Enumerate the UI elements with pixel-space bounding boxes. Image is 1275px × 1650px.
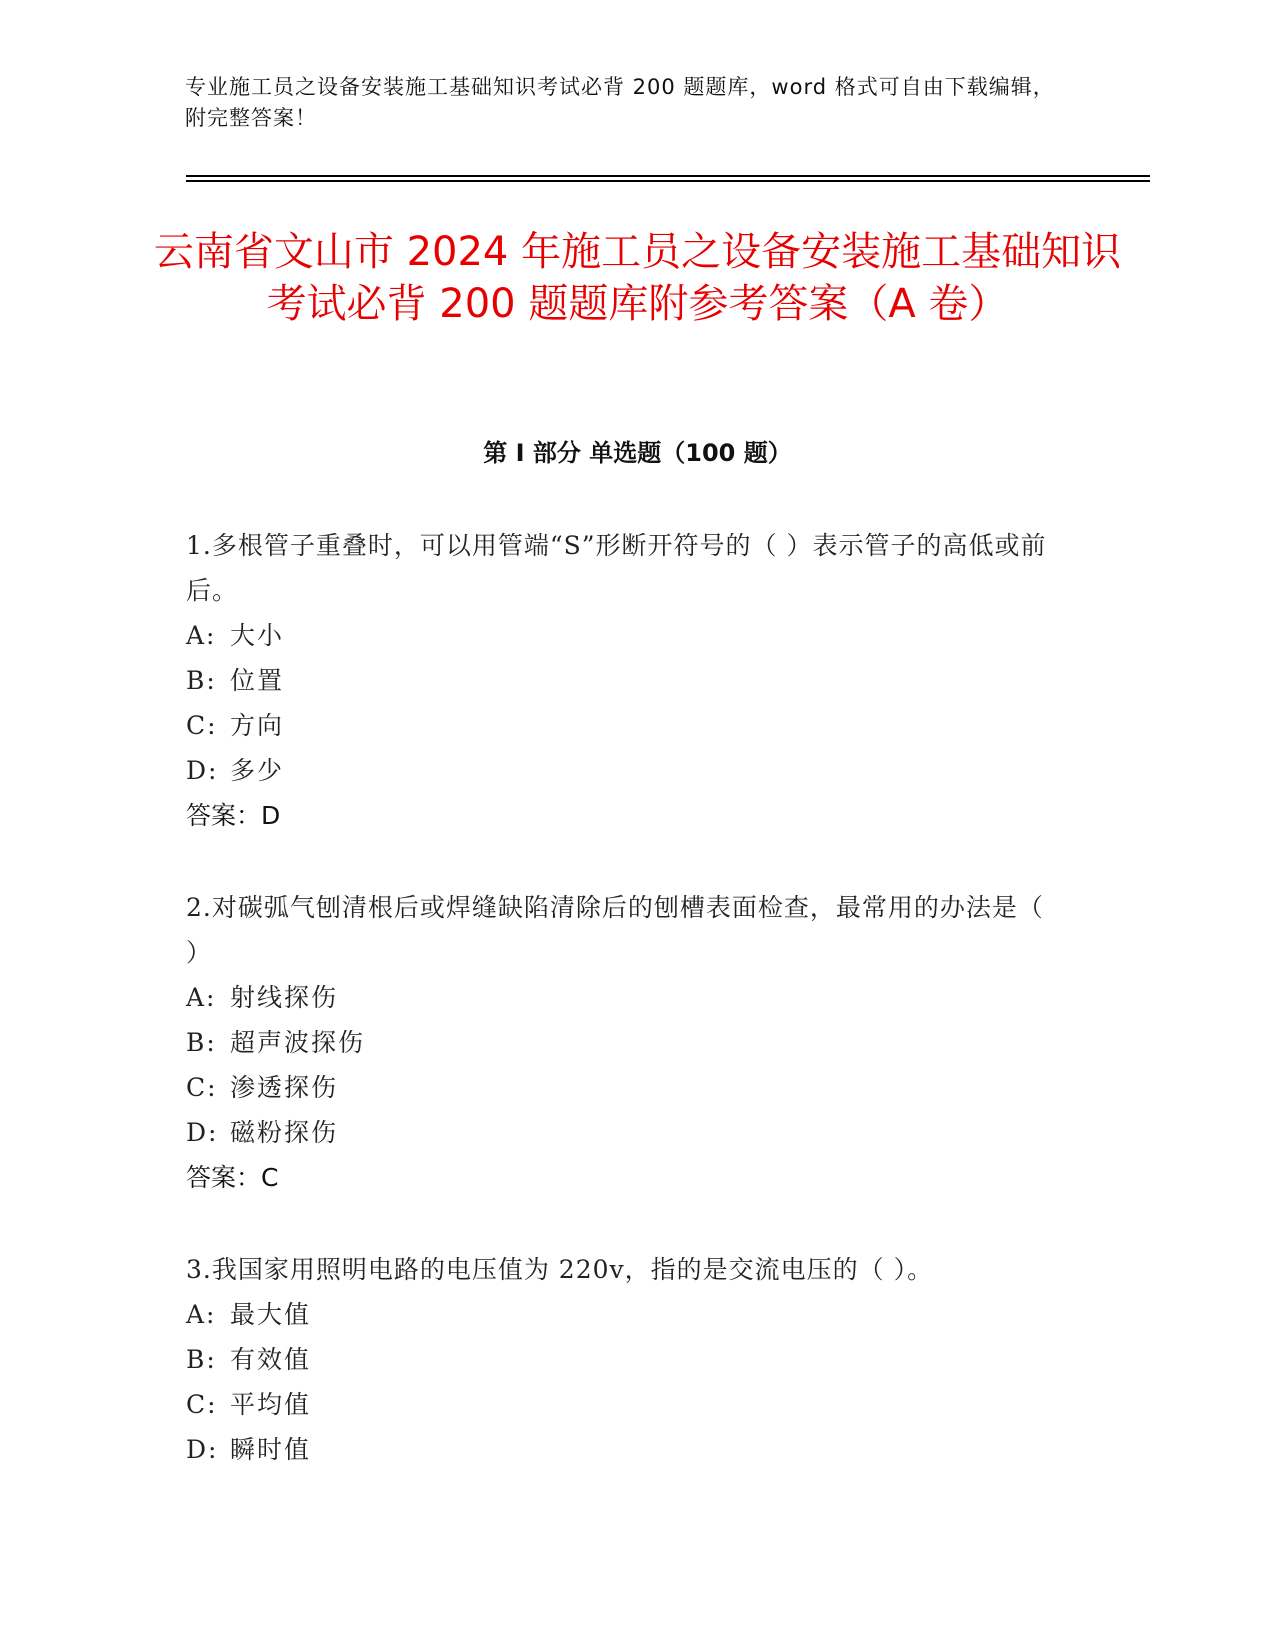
option-b (186, 1337, 1066, 1382)
header-note: 专业施工员之设备安装施工基础知识考试必背 200 题题库，word 格式可自由下载编辑，附完整答案！ (185, 75, 1055, 130)
option-key: B: (186, 1345, 217, 1374)
question-3 (186, 1247, 1066, 1472)
document-title: 云南省文山市 2024 年施工员之设备安装施工基础知识考试必背 200 题题库附参考答案（A 卷） (153, 229, 1122, 327)
option-a (186, 975, 1066, 1020)
option-d (186, 748, 1066, 793)
option-key: C: (186, 1073, 218, 1102)
option-key: A: (186, 983, 217, 1012)
option-key: B: (186, 666, 217, 695)
option-text: 方向 (230, 711, 285, 740)
option-text: 位置 (230, 666, 285, 695)
option-a (186, 1292, 1066, 1337)
option-text: 有效值 (230, 1345, 312, 1374)
option-c (186, 703, 1066, 748)
header-divider-bottom (186, 180, 1150, 182)
section-title: 第 I 部分 单选题（100 题） (483, 439, 792, 467)
option-key: C: (186, 1390, 218, 1419)
option-text: 多少 (230, 756, 285, 785)
option-key: B: (186, 1028, 217, 1057)
option-key: D: (186, 756, 219, 785)
option-c (186, 1065, 1066, 1110)
option-key: A: (186, 621, 217, 650)
question-1 (186, 523, 1066, 838)
option-text: 最大值 (230, 1300, 312, 1329)
question-stem: 3.我国家用照明电路的电压值为 220v，指的是交流电压的（ ）。 (186, 1255, 934, 1284)
option-text: 大小 (230, 621, 285, 650)
question-stem: 2.对碳弧气刨清根后或焊缝缺陷清除后的刨槽表面检查，最常用的办法是（ ） (186, 893, 1044, 967)
option-text: 超声波探伤 (230, 1028, 366, 1057)
option-text: 渗透探伤 (230, 1073, 339, 1102)
answer: 答案：C (186, 1163, 279, 1192)
option-c (186, 1382, 1066, 1427)
option-d (186, 1110, 1066, 1155)
option-d (186, 1427, 1066, 1472)
option-b (186, 658, 1066, 703)
option-b (186, 1020, 1066, 1065)
option-text: 瞬时值 (230, 1435, 312, 1464)
option-text: 平均值 (230, 1390, 312, 1419)
option-text: 射线探伤 (230, 983, 339, 1012)
question-stem: 1.多根管子重叠时，可以用管端“S”形断开符号的（ ）表示管子的高低或前后。 (186, 531, 1047, 605)
option-key: D: (186, 1435, 219, 1464)
answer: 答案：D (186, 801, 281, 830)
header-divider-top (186, 175, 1150, 177)
option-key: D: (186, 1118, 219, 1147)
option-a (186, 613, 1066, 658)
option-key: A: (186, 1300, 217, 1329)
option-text: 磁粉探伤 (230, 1118, 339, 1147)
question-2 (186, 885, 1066, 1200)
option-key: C: (186, 711, 218, 740)
